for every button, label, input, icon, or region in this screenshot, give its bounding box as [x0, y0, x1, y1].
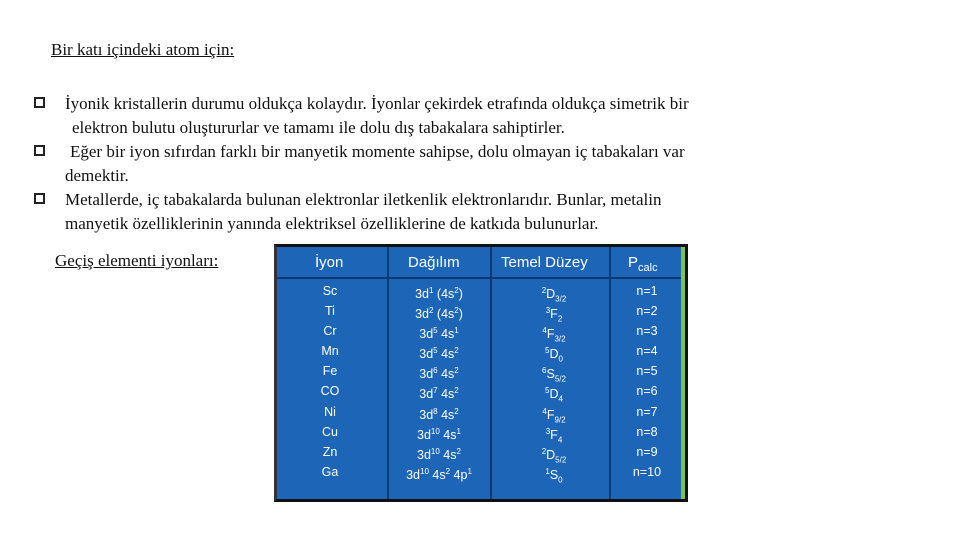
ground-state-cell: $^2D_{3/2}$	[541, 286, 567, 304]
ion-cell: Sc	[322, 284, 338, 298]
ground-state-cell: $^4F_{3/2}$	[542, 326, 566, 344]
bullet-list	[34, 92, 834, 236]
pcalc-cell: n=9	[636, 444, 658, 459]
config-cell: $3d^1$ $(4s^2)$	[415, 286, 463, 302]
ion-cell: CO	[320, 384, 340, 399]
ground-state-column	[499, 281, 609, 485]
header-pcalc-subscript: calc	[638, 262, 658, 274]
ion-cell: Fe	[322, 364, 338, 379]
ion-cell: Zn	[322, 444, 338, 459]
config-cell: $3d^{10}$ $4s^1$	[417, 426, 461, 442]
header-config: Dağılım	[408, 254, 460, 271]
config-cell: $3d^7$ $4s^2$	[419, 386, 459, 402]
bullet-line: Eğer bir iyon sıfırdan farklı bir manyetik momente sahipse, dolu olmayan iç tabakaları var	[70, 142, 685, 161]
pcalc-cell: n=3	[636, 324, 658, 339]
ion-cell: Ni	[324, 404, 336, 419]
bullet-item	[34, 140, 834, 188]
ground-state-cell: $^3F_4$	[545, 426, 563, 445]
config-cell: $3d^{10}$ $4s^2$ $4p^1$	[406, 466, 472, 482]
config-cell: $3d^5$ $4s^1$	[419, 326, 459, 342]
ion-table	[274, 244, 688, 502]
bullet-line: elektron bulutu oluştururlar ve tamamı ile dolu dış tabakalara sahiptirler.	[72, 118, 565, 137]
transition-ions-label: Geçiş elementi iyonları:	[55, 251, 219, 270]
ion-cell: Ti	[325, 304, 335, 319]
pcalc-cell: n=4	[636, 344, 658, 359]
config-cell: $3d^5$ $4s^2$	[419, 346, 459, 362]
checkbox-bullet-icon	[34, 145, 45, 156]
page-heading: Bir katı içindeki atom için:	[51, 40, 235, 59]
column-divider	[490, 247, 492, 499]
pcalc-cell: n=8	[636, 424, 658, 439]
ground-state-cell: $^5D_4$	[545, 386, 563, 405]
ion-cell: Cr	[323, 324, 337, 339]
pcalc-column	[611, 281, 683, 482]
config-cell: $3d^2$ $(4s^2)$	[415, 306, 463, 322]
config-column	[389, 281, 489, 482]
ion-cell: Ga	[321, 464, 339, 479]
config-cell: $3d^{10}$ $4s^2$	[417, 446, 461, 462]
pcalc-cell: n=10	[632, 464, 662, 479]
pcalc-cell: n=6	[636, 384, 658, 399]
config-cell: $3d^6$ $4s^2$	[419, 366, 459, 382]
checkbox-bullet-icon	[34, 193, 45, 204]
ion-column	[305, 281, 355, 482]
bullet-line: demektir.	[65, 166, 129, 185]
ground-state-cell: $^4F_{9/2}$	[542, 406, 566, 425]
checkbox-bullet-icon	[34, 97, 45, 108]
ground-state-cell: $^5D_0$	[545, 346, 563, 364]
ground-state-cell: $^2D_{5/2}$	[541, 446, 567, 465]
ground-state-cell: $^3F_2$	[545, 306, 563, 324]
pcalc-cell: n=1	[636, 284, 658, 298]
bullet-item	[34, 188, 834, 236]
pcalc-cell: n=7	[636, 404, 658, 419]
pcalc-cell: n=5	[636, 364, 658, 379]
pcalc-cell: n=2	[636, 304, 658, 319]
ground-state-cell: $^6S_{5/2}$	[542, 366, 566, 385]
header-pcalc	[628, 254, 658, 274]
config-cell: $3d^8$ $4s^2$	[419, 406, 459, 422]
header-ion: İyon	[315, 254, 344, 271]
ion-cell: Mn	[321, 344, 339, 359]
header-pcalc-symbol: P	[628, 254, 639, 271]
bullet-line: manyetik özelliklerinin yanında elektriksel özelliklerine de katkıda bulunurlar.	[65, 214, 599, 233]
header-ground-state: Temel Düzey	[501, 254, 588, 271]
bullet-line: Metallerde, iç tabakalarda bulunan elektronlar iletkenlik elektronlarıdır. Bunlar, metalin	[65, 190, 662, 209]
bullet-item	[34, 92, 834, 140]
ion-cell: Cu	[322, 424, 338, 439]
ground-state-cell: $^1S_0$	[545, 466, 563, 485]
bullet-line: İyonik kristallerin durumu oldukça kolaydır. İyonlar çekirdek etrafında oldukça simetrik bir	[65, 94, 689, 113]
